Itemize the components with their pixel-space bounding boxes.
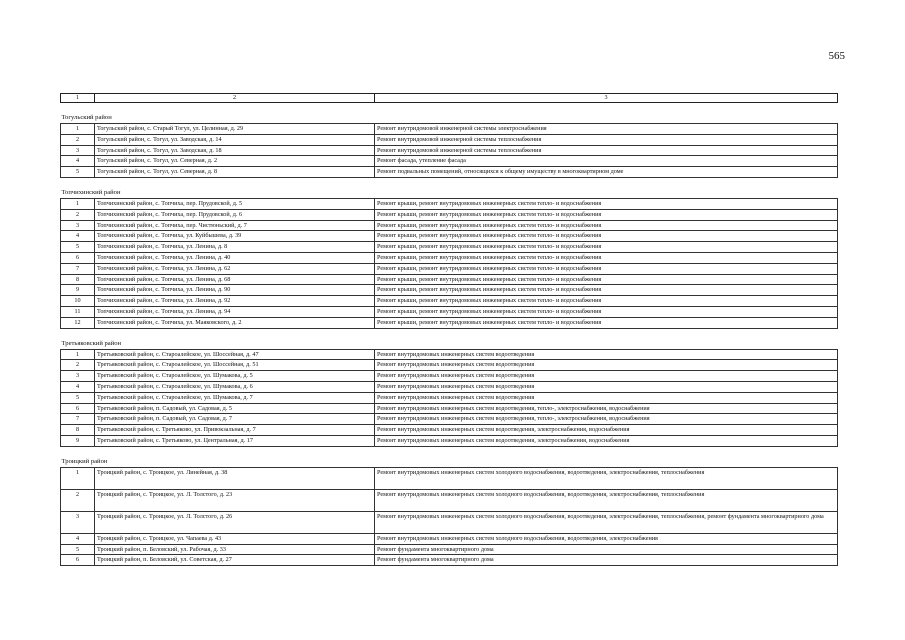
work-description-cell: Ремонт фасада, утепление фасада xyxy=(375,156,838,167)
work-description-cell: Ремонт внутридомовой инженерной системы электроснабжения xyxy=(375,124,838,135)
table-row xyxy=(61,198,838,209)
row-number-cell: 7 xyxy=(61,263,95,274)
row-number-cell: 5 xyxy=(61,167,95,178)
address-cell: Тогульский район, с. Тогул, ул. Заводская, д. 14 xyxy=(95,134,375,145)
work-description-cell: Ремонт внутридомовых инженерных систем холодного водоснабжения, водоотведения, электроснабжения xyxy=(375,533,838,544)
table-row xyxy=(61,544,838,555)
district-heading-row xyxy=(61,457,838,468)
header-col-2: 2 xyxy=(95,94,375,103)
district-heading-row xyxy=(61,188,838,199)
row-number-cell: 10 xyxy=(61,296,95,307)
address-cell: Третьяковский район, п. Садовый, ул. Садовая, д. 5 xyxy=(95,403,375,414)
work-description-cell: Ремонт внутридомовых инженерных систем водоотведения xyxy=(375,371,838,382)
row-number-cell: 5 xyxy=(61,544,95,555)
address-cell: Третьяковский район, с. Третьяково, ул. Центральная, д. 17 xyxy=(95,435,375,446)
work-description-cell: Ремонт подвальных помещений, относящихся к общему имуществу в многоквартирном доме xyxy=(375,167,838,178)
table-row xyxy=(61,467,838,489)
row-number-cell: 4 xyxy=(61,156,95,167)
row-number-cell: 9 xyxy=(61,435,95,446)
table-header-row xyxy=(61,94,838,103)
address-cell: Троицкий район, с. Троицкое, ул. Л. Толстого, д. 26 xyxy=(95,511,375,533)
table-row xyxy=(61,489,838,511)
row-number-cell: 1 xyxy=(61,124,95,135)
address-cell: Топчихинский район, с. Топчиха, пер. Чистюньский, д. 7 xyxy=(95,220,375,231)
row-number-cell: 6 xyxy=(61,252,95,263)
table-row xyxy=(61,371,838,382)
address-cell: Тогульский район, с. Тогул, ул. Северная, д. 2 xyxy=(95,156,375,167)
work-description-cell: Ремонт внутридомовых инженерных систем водоотведения, электроснабжения, водоснабжения xyxy=(375,435,838,446)
table-row xyxy=(61,242,838,253)
table-row xyxy=(61,381,838,392)
row-number-cell: 4 xyxy=(61,231,95,242)
work-description-cell: Ремонт внутридомовых инженерных систем водоотведения, электроснабжения, водоснабжения xyxy=(375,425,838,436)
row-number-cell: 1 xyxy=(61,467,95,489)
row-number-cell: 3 xyxy=(61,511,95,533)
work-description-cell: Ремонт внутридомовой инженерной системы теплоснабжения xyxy=(375,145,838,156)
repair-table xyxy=(60,93,838,566)
spacer-cell xyxy=(61,328,838,339)
header-col-3: 3 xyxy=(375,94,838,103)
row-number-cell: 11 xyxy=(61,306,95,317)
work-description-cell: Ремонт внутридомовых инженерных систем водоотведения xyxy=(375,381,838,392)
section-spacer xyxy=(61,328,838,339)
address-cell: Топчихинский район, с. Топчиха, ул. Куйбышева, д. 39 xyxy=(95,231,375,242)
address-cell: Топчихинский район, с. Топчиха, ул. Ленина, д. 68 xyxy=(95,274,375,285)
table-row xyxy=(61,392,838,403)
spacer-cell xyxy=(61,177,838,188)
address-cell: Третьяковский район, с. Староалейское, ул. Шумакова, д. 5 xyxy=(95,371,375,382)
row-number-cell: 8 xyxy=(61,274,95,285)
work-description-cell: Ремонт внутридомовых инженерных систем водоотведения, тепло-, электроснабжения, водоснабжения xyxy=(375,403,838,414)
section-spacer xyxy=(61,177,838,188)
address-cell: Топчихинский район, с. Топчиха, ул. Ленина, д. 92 xyxy=(95,296,375,307)
address-cell: Третьяковский район, с. Староалейское, ул. Шумакова, д. 7 xyxy=(95,392,375,403)
page-number: 565 xyxy=(828,50,845,62)
header-col-1: 1 xyxy=(61,94,95,103)
work-description-cell: Ремонт крыши, ремонт внутридомовых инженерных систем тепло- и водоснабжения xyxy=(375,274,838,285)
work-description-cell: Ремонт фундамента многоквартирного дома xyxy=(375,544,838,555)
row-number-cell: 4 xyxy=(61,533,95,544)
address-cell: Третьяковский район, с. Староалейское, ул. Шоссейная, д. 47 xyxy=(95,349,375,360)
row-number-cell: 6 xyxy=(61,555,95,566)
district-heading-row xyxy=(61,339,838,350)
work-description-cell: Ремонт внутридомовой инженерной системы теплоснабжения xyxy=(375,134,838,145)
table-row xyxy=(61,306,838,317)
district-heading: Тогульский район xyxy=(61,114,112,121)
work-description-cell: Ремонт крыши, ремонт внутридомовых инженерных систем тепло- и водоснабжения xyxy=(375,220,838,231)
address-cell: Топчихинский район, с. Топчиха, пер. Прудовской, д. 6 xyxy=(95,209,375,220)
row-number-cell: 5 xyxy=(61,392,95,403)
row-number-cell: 1 xyxy=(61,198,95,209)
address-cell: Топчихинский район, с. Топчиха, ул. Ленина, д. 90 xyxy=(95,285,375,296)
address-cell: Топчихинский район, с. Топчиха, пер. Прудовской, д. 5 xyxy=(95,198,375,209)
row-number-cell: 1 xyxy=(61,349,95,360)
table-row xyxy=(61,263,838,274)
address-cell: Топчихинский район, с. Топчиха, ул. Маяковского, д. 2 xyxy=(95,317,375,328)
work-description-cell: Ремонт крыши, ремонт внутридомовых инженерных систем тепло- и водоснабжения xyxy=(375,198,838,209)
work-description-cell: Ремонт крыши, ремонт внутридомовых инженерных систем тепло- и водоснабжения xyxy=(375,231,838,242)
work-description-cell: Ремонт крыши, ремонт внутридомовых инженерных систем тепло- и водоснабжения xyxy=(375,285,838,296)
work-description-cell: Ремонт крыши, ремонт внутридомовых инженерных систем тепло- и водоснабжения xyxy=(375,317,838,328)
address-cell: Топчихинский район, с. Топчиха, ул. Ленина, д. 62 xyxy=(95,263,375,274)
district-heading: Третьяковский район xyxy=(61,339,122,347)
table-row xyxy=(61,231,838,242)
work-description-cell: Ремонт крыши, ремонт внутридомовых инженерных систем тепло- и водоснабжения xyxy=(375,252,838,263)
table-row xyxy=(61,349,838,360)
row-number-cell: 6 xyxy=(61,403,95,414)
table-row xyxy=(61,145,838,156)
table-row xyxy=(61,533,838,544)
work-description-cell: Ремонт крыши, ремонт внутридомовых инженерных систем тепло- и водоснабжения xyxy=(375,296,838,307)
table-row xyxy=(61,403,838,414)
address-cell: Третьяковский район, п. Садовый, ул. Садовая, д. 7 xyxy=(95,414,375,425)
section-spacer xyxy=(61,446,838,457)
work-description-cell: Ремонт крыши, ремонт внутридомовых инженерных систем тепло- и водоснабжения xyxy=(375,306,838,317)
work-description-cell: Ремонт внутридомовых инженерных систем водоотведения, тепло-, электроснабжения, водоснабжения xyxy=(375,414,838,425)
table-row xyxy=(61,167,838,178)
address-cell: Топчихинский район, с. Топчиха, ул. Ленина, д. 94 xyxy=(95,306,375,317)
row-number-cell: 2 xyxy=(61,360,95,371)
address-cell: Троицкий район, с. Троицкое, ул. Чапаева д. 43 xyxy=(95,533,375,544)
address-cell: Троицкий район, с. Троицкое, ул. Л. Толстого, д. 23 xyxy=(95,489,375,511)
table-row xyxy=(61,435,838,446)
district-heading: Топчихинский район xyxy=(61,188,121,196)
address-cell: Троицкий район, с. Троицкое, ул. Линейная, д. 38 xyxy=(95,467,375,489)
table-row xyxy=(61,317,838,328)
spacer-cell xyxy=(61,446,838,457)
table-row xyxy=(61,425,838,436)
work-description-cell: Ремонт внутридомовых инженерных систем водоотведения xyxy=(375,360,838,371)
address-cell: Третьяковский район, с. Староалейское, ул. Шоссейная, д. 51 xyxy=(95,360,375,371)
table-row xyxy=(61,124,838,135)
table-row xyxy=(61,360,838,371)
row-number-cell: 4 xyxy=(61,381,95,392)
district-heading: Троицкий район xyxy=(61,457,108,465)
address-cell: Троицкий район, п. Беловский, ул. Советская, д. 27 xyxy=(95,555,375,566)
row-number-cell: 2 xyxy=(61,134,95,145)
row-number-cell: 3 xyxy=(61,371,95,382)
table-row xyxy=(61,296,838,307)
spacer-cell xyxy=(61,103,838,114)
address-cell: Топчихинский район, с. Топчиха, ул. Ленина, д. 8 xyxy=(95,242,375,253)
address-cell: Топчихинский район, с. Топчиха, ул. Ленина, д. 40 xyxy=(95,252,375,263)
row-number-cell: 2 xyxy=(61,209,95,220)
row-number-cell: 9 xyxy=(61,285,95,296)
work-description-cell: Ремонт внутридомовых инженерных систем водоотведения xyxy=(375,392,838,403)
table-row xyxy=(61,220,838,231)
row-number-cell: 5 xyxy=(61,242,95,253)
row-number-cell: 3 xyxy=(61,145,95,156)
work-description-cell: Ремонт внутридомовых инженерных систем холодного водоснабжения, водоотведения, электроснабжения, теплоснабжения, ремонт фундамента многоквартирного дома xyxy=(375,511,838,533)
row-number-cell: 12 xyxy=(61,317,95,328)
table-row xyxy=(61,156,838,167)
work-description-cell: Ремонт внутридомовых инженерных систем холодного водоснабжения, водоотведения, электроснабжения, теплоснабжения xyxy=(375,489,838,511)
table-row xyxy=(61,555,838,566)
table-row xyxy=(61,209,838,220)
work-description-cell: Ремонт внутридомовых инженерных систем холодного водоснабжения, водоотведения, электроснабжения, теплоснабжения xyxy=(375,467,838,489)
table-row xyxy=(61,511,838,533)
address-cell: Тогульский район, с. Тогул, ул. Заводская, д. 18 xyxy=(95,145,375,156)
row-number-cell: 2 xyxy=(61,489,95,511)
address-cell: Тогульский район, с. Тогул, ул. Северная, д. 8 xyxy=(95,167,375,178)
table-row xyxy=(61,134,838,145)
address-cell: Троицкий район, п. Беловский, ул. Рабочая, д. 33 xyxy=(95,544,375,555)
table-row xyxy=(61,285,838,296)
table-row xyxy=(61,414,838,425)
work-description-cell: Ремонт фундамента многоквартирного дома xyxy=(375,555,838,566)
row-number-cell: 7 xyxy=(61,414,95,425)
row-number-cell: 3 xyxy=(61,220,95,231)
table-row xyxy=(61,252,838,263)
address-cell: Третьяковский район, с. Третьяково, ул. Привокзальная, д. 7 xyxy=(95,425,375,436)
address-cell: Тогульский район, с. Старый Тогул, ул. Целинная, д. 29 xyxy=(95,124,375,135)
table-row xyxy=(61,274,838,285)
section-spacer xyxy=(61,103,838,114)
work-description-cell: Ремонт крыши, ремонт внутридомовых инженерных систем тепло- и водоснабжения xyxy=(375,209,838,220)
row-number-cell: 8 xyxy=(61,425,95,436)
work-description-cell: Ремонт крыши, ремонт внутридомовых инженерных систем тепло- и водоснабжения xyxy=(375,242,838,253)
work-description-cell: Ремонт внутридомовых инженерных систем водоотведения xyxy=(375,349,838,360)
address-cell: Третьяковский район, с. Староалейское, ул. Шумакова, д. 6 xyxy=(95,381,375,392)
district-heading-row xyxy=(61,113,838,124)
work-description-cell: Ремонт крыши, ремонт внутридомовых инженерных систем тепло- и водоснабжения xyxy=(375,263,838,274)
